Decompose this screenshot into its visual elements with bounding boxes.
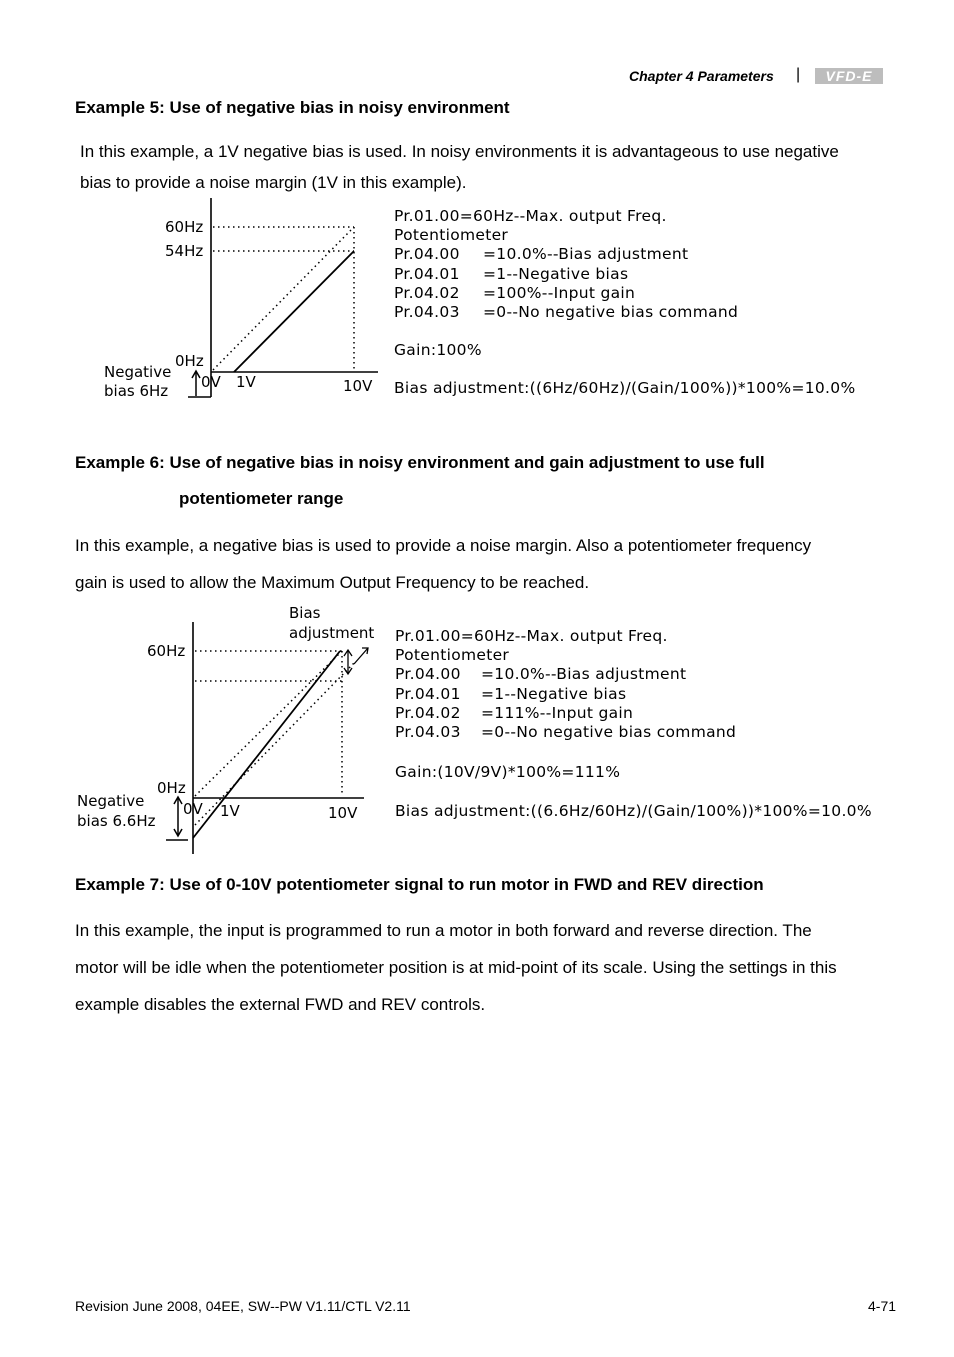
page-number: 4-71	[868, 1298, 897, 1314]
logo-text: VFD-E	[825, 68, 873, 84]
negative-bias-curve	[195, 662, 355, 825]
param-desc: =100%--Input gain	[483, 283, 636, 302]
y-label-60hz: 60Hz	[165, 218, 204, 236]
example7-title: Example 7: Use of 0-10V potentiometer signal to run motor in FWD and REV direction	[75, 875, 764, 894]
gain-adjusted-curve	[193, 651, 340, 838]
vfd-e-logo	[815, 68, 883, 84]
param-row	[395, 704, 736, 723]
bias-label-2: adjustment	[289, 624, 375, 642]
param-row	[394, 207, 738, 226]
footer-revision: Revision June 2008, 04EE, SW--PW V1.11/CTL V2.11	[75, 1298, 411, 1314]
example5-text-line1: In this example, a 1V negative bias is used. In noisy environments it is advantageous to use negative	[80, 142, 839, 161]
param-row	[394, 245, 738, 264]
param-code: Pr.04.02	[395, 703, 461, 722]
example7-text-line1: In this example, the input is programmed to run a motor in both forward and reverse direction. The	[75, 921, 812, 940]
example6-text-line2: gain is used to allow the Maximum Output Frequency to be reached.	[75, 573, 590, 592]
example7-text-line2: motor will be idle when the potentiometer position is at mid-point of its scale. Using the settings in this	[75, 958, 837, 977]
param-code: Pr.04.00	[394, 245, 460, 264]
neg-bias-label-2: bias 6Hz	[104, 382, 169, 400]
example6-title-line1: Example 6: Use of negative bias in noisy environment and gain adjustment to use full	[75, 453, 765, 472]
x-label-1v: 1V	[220, 802, 240, 820]
example5-gain: Gain:100%	[394, 341, 482, 359]
biased-curve	[234, 251, 354, 372]
example6-text-line1: In this example, a negative bias is used to provide a noise margin. Also a potentiometer frequency	[75, 536, 812, 555]
original-curve	[213, 227, 354, 370]
example6-params	[395, 627, 736, 742]
param-desc: =0--No negative bias command	[481, 722, 737, 741]
neg-bias-label-2: bias 6.6Hz	[77, 812, 156, 830]
x-label-10v: 10V	[343, 377, 373, 395]
bias-label-1: Bias	[289, 604, 321, 622]
header-separator: |	[796, 66, 801, 83]
param-row	[394, 265, 738, 284]
param-code: Pr.04.03	[394, 302, 460, 321]
param-code: Pr.04.01	[395, 684, 461, 703]
example6-gain: Gain:(10V/9V)*100%=111%	[395, 763, 621, 781]
example5-params	[394, 207, 738, 322]
param-code: Pr.04.01	[394, 264, 460, 283]
param-desc: =0--No negative bias command	[483, 302, 739, 321]
example5-text-line2: bias to provide a noise margin (1V in this example).	[80, 173, 467, 192]
x-label-0v: 0V	[183, 800, 203, 818]
example6-bias-formula: Bias adjustment:((6.6Hz/60Hz)/(Gain/100%))*100%=10.0%	[395, 802, 872, 820]
param-row	[395, 646, 736, 665]
y-label-0hz: 0Hz	[157, 779, 186, 797]
x-label-1v: 1V	[236, 373, 256, 391]
example5-bias-formula: Bias adjustment:((6Hz/60Hz)/(Gain/100%))*100%=10.0%	[394, 379, 856, 397]
param-desc: =10.0%--Bias adjustment	[481, 665, 687, 684]
example5-graph	[100, 195, 390, 410]
param-row	[394, 226, 738, 245]
param-code: Pr.04.03	[395, 722, 461, 741]
param-code: Pr.04.00	[395, 665, 461, 684]
param-row	[395, 665, 736, 684]
x-label-10v: 10V	[328, 804, 358, 822]
param-row	[395, 723, 736, 742]
bias-pointer	[354, 648, 368, 664]
param-code: Potentiometer	[394, 226, 509, 245]
param-row	[395, 685, 736, 704]
x-label-0v: 0V	[201, 373, 221, 391]
param-code: Pr.04.02	[394, 283, 460, 302]
param-desc: =1--Negative bias	[481, 684, 627, 703]
original-curve	[195, 651, 342, 796]
y-label-60hz: 60Hz	[147, 642, 186, 660]
chapter-title: Chapter 4 Parameters	[629, 68, 774, 84]
neg-bias-label-1: Negative	[104, 363, 172, 381]
y-label-54hz: 54Hz	[165, 242, 204, 260]
param-row	[394, 303, 738, 322]
neg-bias-label-1: Negative	[77, 792, 145, 810]
example5-title: Example 5: Use of negative bias in noisy environment	[75, 98, 510, 117]
param-row	[394, 284, 738, 303]
param-row	[395, 627, 736, 646]
param-desc: =111%--Input gain	[481, 703, 634, 722]
param-code: Pr.01.00=60Hz--Max. output Freq.	[394, 207, 667, 225]
y-label-0hz: 0Hz	[175, 352, 204, 370]
example7-text-line3: example disables the external FWD and REV controls.	[75, 995, 486, 1014]
example6-title-line2: potentiometer range	[179, 489, 344, 508]
param-code: Pr.01.00=60Hz--Max. output Freq.	[395, 627, 668, 645]
param-desc: =1--Negative bias	[483, 264, 629, 283]
param-desc: =10.0%--Bias adjustment	[483, 245, 689, 264]
param-code: Potentiometer	[395, 646, 510, 665]
example6-graph	[72, 600, 392, 858]
